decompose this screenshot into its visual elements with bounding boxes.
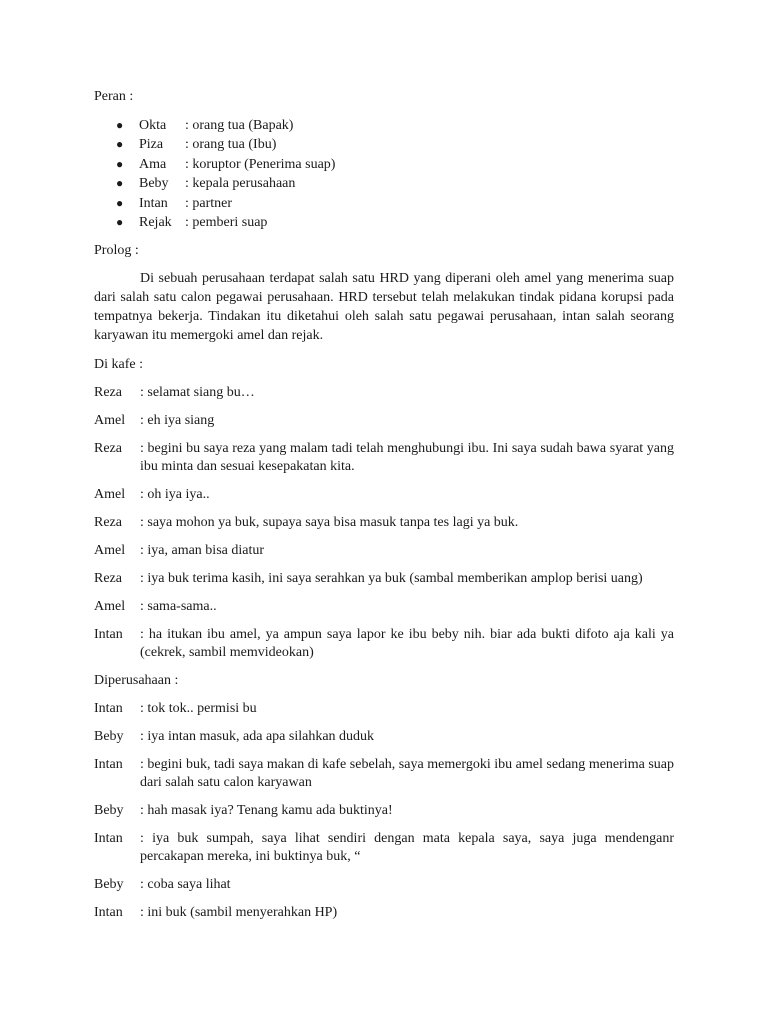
dialogue-line xyxy=(94,486,674,504)
dialogue-line xyxy=(94,802,674,820)
dialogue-text: : tok tok.. permisi bu xyxy=(140,700,257,716)
bullet-icon: ● xyxy=(116,137,124,152)
dialogue-text: : iya intan masuk, ada apa silahkan duduk xyxy=(140,728,375,744)
role-name: Rejak xyxy=(139,215,172,231)
bullet-icon: ● xyxy=(116,195,124,210)
role-name: Okta xyxy=(139,118,167,133)
dialogue-text: : eh iya siang xyxy=(140,412,215,428)
dialogue-text: : hah masak iya? Tenang kamu ada buktinya! xyxy=(140,802,393,818)
role-name: Intan xyxy=(139,195,168,211)
dialogue-line xyxy=(94,542,674,560)
bullet-icon: ● xyxy=(116,118,124,132)
prolog-paragraph: Di sebuah perusahaan terdapat salah satu HRD yang diperani oleh amel yang menerima suap dari salah satu calon pegawai perusahaan. HRD tersebut telah melakukan tindak pidana korupsi pada tempatnya bekerja. Tindakan itu diketahui oleh salah satu pegawai perusahaan, intan salah seorang karyawan itu memergoki amel dan rejak. xyxy=(94,271,674,343)
role-description: : koruptor (Penerima suap) xyxy=(185,156,336,172)
speaker-name: Intan xyxy=(94,626,123,642)
speaker-name: Reza xyxy=(94,384,122,400)
dialogue-line xyxy=(94,570,674,588)
dialogue-line xyxy=(94,756,674,792)
speaker-name: Beby xyxy=(94,876,124,892)
scene-cafe-heading: Di kafe : xyxy=(94,356,143,372)
dialogue-text: : ini buk (sambil menyerahkan HP) xyxy=(140,904,338,920)
speaker-name: Amel xyxy=(94,542,126,558)
dialogue-text: : sama-sama.. xyxy=(140,598,217,614)
dialogue-text: : saya mohon ya buk, supaya saya bisa masuk tanpa tes lagi ya buk. xyxy=(140,514,519,530)
role-item xyxy=(94,135,674,154)
role-name: Ama xyxy=(139,156,167,172)
dialogue-line xyxy=(94,440,674,476)
speaker-name: Amel xyxy=(94,412,126,428)
prolog-heading: Prolog : xyxy=(94,243,139,259)
role-item xyxy=(94,174,674,193)
dialogue-text: : coba saya lihat xyxy=(140,876,231,892)
roles-list xyxy=(94,116,674,232)
speaker-name: Intan xyxy=(94,756,123,772)
speaker-name: Reza xyxy=(94,570,122,586)
dialogue-text: : iya buk terima kasih, ini saya serahkan ya buk (sambal memberikan amplop berisi uang) xyxy=(140,570,643,586)
dialogue-text: : begini bu saya reza yang malam tadi telah menghubungi ibu. Ini saya sudah bawa syarat yang ibu minta dan sesuai kesepakatan kita. xyxy=(140,440,674,474)
role-description: : partner xyxy=(185,195,233,211)
role-item xyxy=(94,194,674,213)
roles-heading: Peran : xyxy=(94,89,134,104)
document-page xyxy=(94,88,674,932)
role-description: : kepala perusahaan xyxy=(185,176,296,192)
speaker-name: Amel xyxy=(94,486,126,502)
dialogue-line xyxy=(94,904,674,922)
speaker-name: Amel xyxy=(94,598,126,614)
dialogue-line xyxy=(94,700,674,718)
bullet-icon: ● xyxy=(116,156,124,171)
bullet-icon: ● xyxy=(116,215,124,230)
speaker-name: Intan xyxy=(94,904,123,920)
role-name: Beby xyxy=(139,176,169,192)
dialogue-line xyxy=(94,728,674,746)
speaker-name: Beby xyxy=(94,802,124,818)
dialogue-text: : iya buk sumpah, saya lihat sendiri dengan mata kepala saya, saya juga mendenganr percakapan mereka, ini buktinya buk, “ xyxy=(140,830,674,864)
scene-company-heading: Diperusahaan : xyxy=(94,672,179,688)
dialogue-text: : iya, aman bisa diatur xyxy=(140,542,265,558)
dialogue-line xyxy=(94,626,674,662)
dialogue-text: : begini buk, tadi saya makan di kafe sebelah, saya memergoki ibu amel sedang menerima suap dari salah satu calon karyawan xyxy=(140,756,674,790)
speaker-name: Beby xyxy=(94,728,124,744)
dialogue-line xyxy=(94,384,674,402)
dialogue-line xyxy=(94,876,674,894)
dialogue-line xyxy=(94,412,674,430)
speaker-name: Reza xyxy=(94,440,122,456)
speaker-name: Intan xyxy=(94,700,123,716)
role-name: Piza xyxy=(139,137,164,153)
speaker-name: Reza xyxy=(94,514,122,530)
role-description: : orang tua (Ibu) xyxy=(185,137,277,153)
dialogue-text: : selamat siang bu… xyxy=(140,384,255,400)
dialogue-line xyxy=(94,514,674,532)
dialogue-line xyxy=(94,830,674,866)
dialogue-line xyxy=(94,598,674,616)
role-item xyxy=(94,155,674,174)
speaker-name: Intan xyxy=(94,830,123,846)
dialogue-text: : oh iya iya.. xyxy=(140,486,210,502)
bullet-icon: ● xyxy=(116,176,124,191)
dialogue-text: : ha itukan ibu amel, ya ampun saya lapor ke ibu beby nih. biar ada bukti difoto aja kali ya (cekrek, sambil memvideokan) xyxy=(140,626,674,660)
role-description: : orang tua (Bapak) xyxy=(185,118,294,133)
role-item xyxy=(94,116,674,135)
role-item xyxy=(94,213,674,232)
role-description: : pemberi suap xyxy=(185,215,268,231)
